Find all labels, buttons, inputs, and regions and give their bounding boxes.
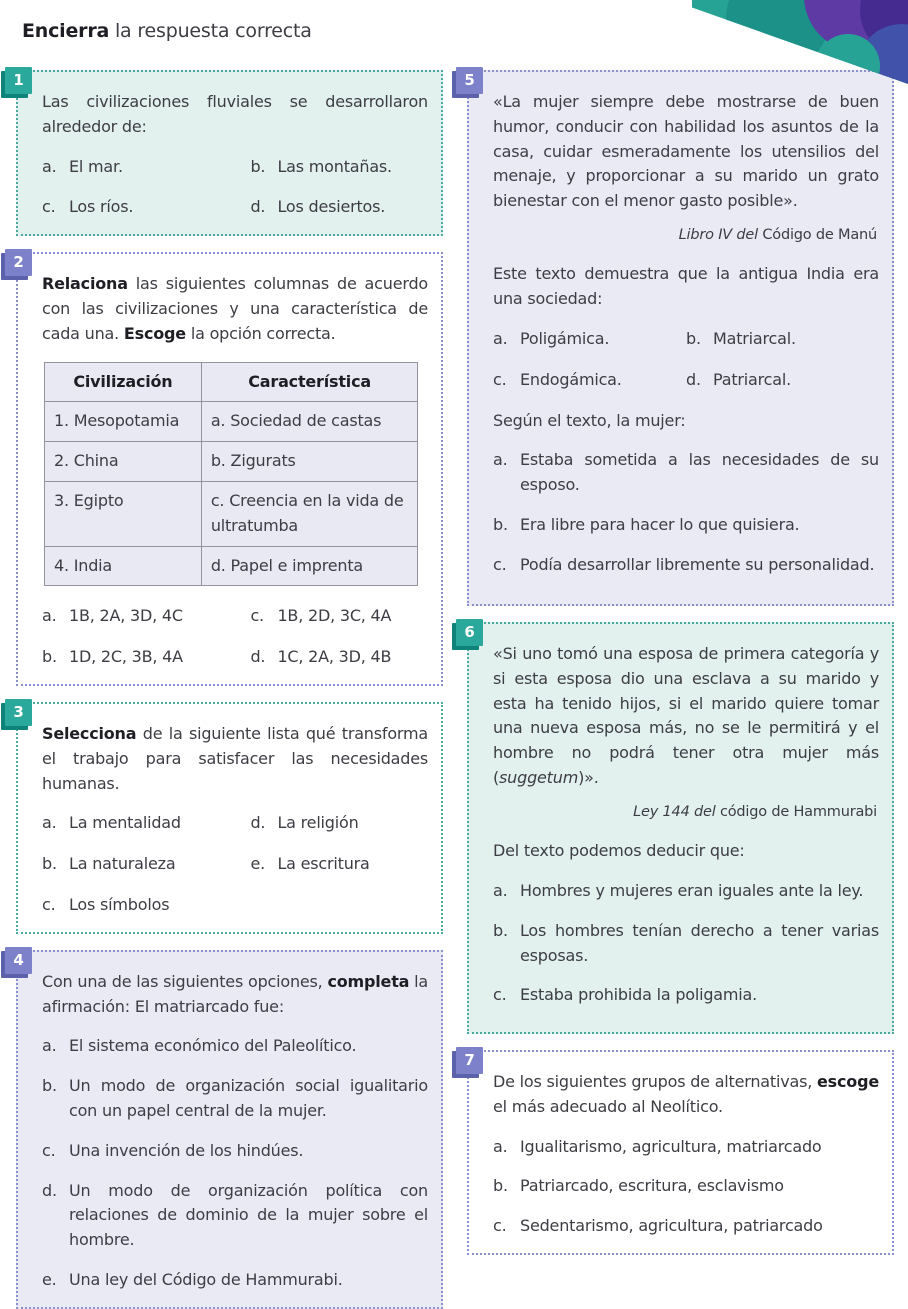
option-text: Un modo de organización política con relaciones de dominio de la mujer sobre el hombre. (69, 1180, 428, 1250)
option-letter: d. (250, 197, 266, 217)
prompt-bold-word: Relaciona (42, 274, 128, 294)
option-b (42, 852, 250, 877)
option-letter: a. (493, 881, 508, 901)
quote-text: )». (578, 767, 599, 787)
option-letter: e. (250, 854, 265, 874)
table-header-civilizacion: Civilización (45, 362, 202, 402)
option-letter: c. (493, 369, 507, 389)
option-text: 1D, 2C, 3B, 4A (69, 647, 183, 667)
option-letter: c. (493, 1216, 507, 1236)
page-title-verb: Encierra (22, 20, 110, 42)
civilization-table (44, 362, 418, 587)
option-d (250, 645, 428, 670)
option-text: Igualitarismo, agricultura, matriarcado (520, 1136, 822, 1156)
option-c (42, 195, 250, 220)
table-cell: c. Creencia en la vida de ultratumba (201, 481, 418, 546)
prompt-bold-word: Escoge (123, 323, 186, 343)
question-number-badge-6: 6 (456, 619, 483, 646)
prompt-bold-word: Selecciona (42, 723, 137, 743)
option-c (42, 1139, 428, 1164)
table-row (45, 481, 418, 546)
prompt-text: la opción correcta. (185, 323, 336, 343)
question-5-options-2 (493, 448, 879, 577)
option-text: El mar. (69, 156, 123, 176)
source-italic: Ley 144 del (633, 803, 716, 820)
option-text: Los ríos. (69, 197, 134, 217)
option-letter: b. (493, 920, 508, 940)
option-text: 1C, 2A, 3D, 4B (277, 647, 392, 667)
question-box-5 (464, 70, 894, 606)
question-box-3 (13, 702, 443, 934)
table-row (45, 442, 418, 482)
option-letter: d. (686, 369, 701, 389)
prompt-text: Con una de las siguientes opciones, (42, 971, 328, 991)
table-cell: 1. Mesopotamia (45, 402, 202, 442)
option-text: Hombres y mujeres eran iguales ante la ley. (520, 881, 864, 901)
option-a (493, 448, 879, 498)
option-letter: b. (42, 854, 57, 874)
option-letter: b. (686, 329, 701, 349)
question-5-quote: «La mujer siempre debe mostrarse de buen humor, conducir con habilidad los asuntos de la casa, cuidar esmeradamente los utensilios del menaje, y proporcionar a su marido un grato bienestar con el menor gasto posible». (493, 92, 879, 211)
option-c (493, 553, 879, 578)
table-cell: a. Sociedad de castas (201, 402, 418, 442)
option-letter: d. (250, 647, 266, 667)
source-text: código de Hammurabi (715, 803, 877, 820)
option-text: Las montañas. (277, 156, 392, 176)
question-box-7 (464, 1050, 894, 1255)
question-number-badge-7: 7 (456, 1047, 483, 1074)
option-letter: c. (493, 985, 507, 1005)
option-text: Estaba prohibida la poligamia. (520, 985, 758, 1005)
option-letter: a. (42, 813, 57, 833)
option-letter: a. (42, 156, 57, 176)
question-box-2 (13, 252, 443, 686)
question-4-prompt (42, 970, 428, 1020)
page-title-rest: la respuesta correcta (109, 20, 312, 42)
option-text: 1B, 2A, 3D, 4C (69, 606, 183, 626)
question-1-options (42, 155, 428, 221)
option-text: Matriarcal. (713, 329, 796, 349)
question-number-badge-1: 1 (5, 67, 32, 94)
option-letter: b. (42, 1076, 57, 1096)
option-letter: b. (493, 515, 508, 535)
option-letter: e. (42, 1269, 57, 1289)
question-6-options (493, 879, 879, 1008)
option-a (42, 811, 250, 836)
option-c (250, 604, 428, 629)
question-6-prompt: Del texto podemos deducir que: (493, 841, 745, 861)
source-italic: Libro IV del (678, 226, 758, 243)
option-b (42, 1074, 428, 1124)
question-box-6 (464, 622, 894, 1034)
option-text: Endogámica. (520, 369, 622, 389)
option-d (686, 368, 879, 393)
option-b (493, 513, 879, 538)
question-5-prompt-1: Este texto demuestra que la antigua India era una sociedad: (493, 264, 879, 309)
option-letter: c. (42, 894, 56, 914)
option-d (250, 811, 428, 836)
option-text: 1B, 2D, 3C, 4A (277, 606, 392, 626)
option-b (686, 327, 879, 352)
option-e (42, 1268, 428, 1293)
table-cell: 3. Egipto (45, 481, 202, 546)
question-5-source (493, 224, 877, 246)
question-3-prompt (42, 722, 428, 796)
option-letter: a. (493, 1136, 508, 1156)
option-a (42, 155, 250, 180)
option-letter: a. (493, 329, 508, 349)
right-column (464, 70, 894, 1255)
table-cell: d. Papel e imprenta (201, 546, 418, 586)
option-text: El sistema económico del Paleolítico. (69, 1036, 357, 1056)
option-b (42, 645, 250, 670)
option-text: La mentalidad (69, 813, 181, 833)
prompt-bold-word: escoge (817, 1072, 879, 1091)
question-number-badge-5: 5 (456, 67, 483, 94)
question-4-options (42, 1034, 428, 1292)
table-cell: 4. India (45, 546, 202, 586)
option-text: Una ley del Código de Hammurabi. (69, 1269, 343, 1289)
table-header-caracteristica: Característica (201, 362, 418, 402)
option-text: Los desiertos. (277, 197, 386, 217)
option-c (493, 368, 686, 393)
question-number-badge-3: 3 (5, 699, 32, 726)
prompt-text: el más adecuado al Neolítico. (493, 1096, 723, 1116)
option-a (493, 1135, 879, 1160)
question-2-prompt (42, 272, 428, 346)
option-text: La escritura (277, 854, 370, 874)
prompt-bold-word: completa (327, 971, 410, 991)
option-text: Era libre para hacer lo que quisiera. (520, 515, 800, 535)
option-text: Patriarcado, escritura, esclavismo (520, 1176, 784, 1196)
source-text: Código de Manú (757, 226, 877, 243)
question-box-1 (13, 70, 443, 236)
option-letter: c. (250, 606, 264, 626)
left-column (13, 70, 443, 1309)
option-letter: c. (42, 1140, 56, 1160)
option-a (42, 1034, 428, 1059)
option-letter: b. (493, 1176, 508, 1196)
question-2-options (42, 604, 428, 670)
question-number-badge-4: 4 (5, 947, 32, 974)
two-column-layout (13, 70, 894, 1309)
option-letter: a. (493, 450, 508, 470)
option-letter: a. (42, 606, 57, 626)
option-e (250, 852, 428, 877)
table-row (45, 402, 418, 442)
option-letter: d. (42, 1180, 57, 1200)
option-text: Poligámica. (520, 329, 610, 349)
option-letter: a. (42, 1036, 57, 1056)
prompt-text: las siguientes columnas de acuerdo con las civilizaciones y una característica de cada una. (42, 274, 428, 343)
option-c (42, 893, 250, 918)
table-row (45, 546, 418, 586)
question-7-options (493, 1135, 879, 1239)
table-cell: b. Zigurats (201, 442, 418, 482)
option-text: Una invención de los hindúes. (69, 1140, 304, 1160)
option-a (493, 327, 686, 352)
option-a (493, 879, 879, 904)
prompt-text: De los siguientes grupos de alternativas, (493, 1072, 818, 1091)
option-text: Los hombres tenían derecho a tener varias esposas. (520, 920, 879, 965)
option-d (250, 195, 428, 220)
option-text: Sedentarismo, agricultura, patriarcado (520, 1216, 823, 1236)
question-3-options (42, 811, 428, 917)
question-number-badge-2: 2 (5, 249, 32, 276)
table-cell: 2. China (45, 442, 202, 482)
option-text: Podía desarrollar libremente su personalidad. (520, 554, 875, 574)
option-text: Estaba sometida a las necesidades de su esposo. (520, 450, 879, 495)
option-b (250, 155, 428, 180)
option-a (42, 604, 250, 629)
option-letter: c. (42, 197, 56, 217)
prompt-text: de la siguiente lista qué transforma el trabajo para satisfacer las necesidades humanas. (42, 723, 428, 793)
question-6-quote (493, 642, 879, 791)
option-d (42, 1179, 428, 1253)
question-5-options-1 (493, 327, 879, 393)
question-7-prompt (493, 1070, 879, 1120)
table-header-row (45, 362, 418, 402)
option-c (493, 983, 879, 1008)
question-5-prompt-2: Según el texto, la mujer: (493, 410, 686, 430)
question-6-source (493, 801, 877, 823)
option-letter: d. (250, 813, 266, 833)
option-letter: b. (250, 156, 266, 176)
option-text: La naturaleza (69, 854, 176, 874)
prompt-text: la afirmación: El matriarcado fue: (42, 971, 428, 1016)
option-letter: c. (493, 554, 507, 574)
quote-text: «Si uno tomó una esposa de primera categoría y si esta esposa dio una esclava a su marido y esta ha tenido hijos, si el marido quiere tomar una nueva esposa más, no se le permitirá y el hombre no podrá tener otra mujer más ( (493, 644, 879, 787)
question-box-4 (13, 950, 443, 1309)
quote-italic-term: suggetum (499, 767, 579, 787)
option-text: Los símbolos (69, 894, 170, 914)
option-c (493, 1214, 879, 1239)
option-letter: b. (42, 647, 57, 667)
option-b (493, 1174, 879, 1199)
option-text: La religión (277, 813, 359, 833)
option-b (493, 919, 879, 969)
question-1-prompt: Las civilizaciones fluviales se desarrollaron alrededor de: (42, 92, 428, 136)
option-text: Patriarcal. (713, 369, 791, 389)
option-text: Un modo de organización social igualitario con un papel central de la mujer. (69, 1076, 428, 1120)
